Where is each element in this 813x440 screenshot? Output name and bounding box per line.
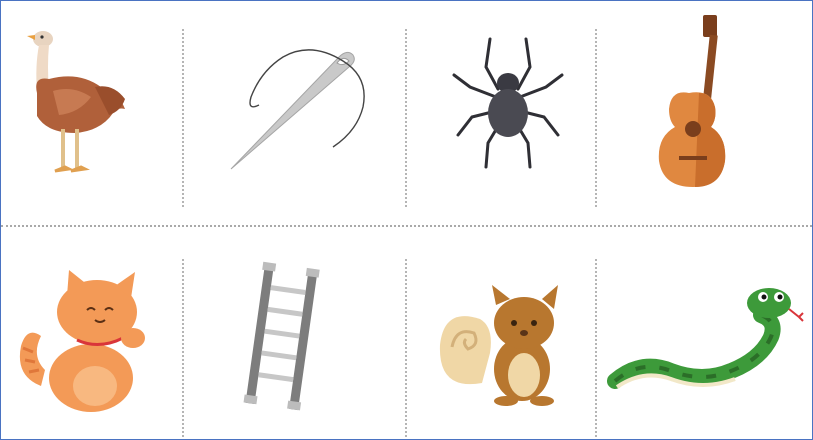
vertical-cut-line — [405, 259, 407, 437]
vertical-cut-line — [595, 259, 597, 437]
spider-icon — [446, 31, 571, 176]
vertical-cut-line — [182, 259, 184, 437]
squirrel-icon — [434, 283, 569, 408]
picture-card-spider — [446, 31, 571, 176]
vertical-cut-line — [595, 29, 597, 207]
picture-card-squirrel — [434, 283, 569, 408]
picture-card-cat — [11, 266, 151, 416]
guitar-icon — [649, 11, 739, 191]
ostrich-icon — [9, 21, 134, 186]
cat-icon — [11, 266, 151, 416]
snake-icon — [611, 281, 806, 406]
horizontal-cut-line — [1, 225, 812, 227]
needle-and-thread-icon — [221, 37, 371, 177]
picture-card-needle — [221, 37, 371, 177]
picture-card-ladder — [231, 263, 331, 411]
vertical-cut-line — [182, 29, 184, 207]
ladder-icon — [231, 263, 331, 411]
picture-card-ostrich — [9, 21, 134, 186]
picture-card-guitar — [649, 11, 739, 191]
vertical-cut-line — [405, 29, 407, 207]
picture-card-snake — [611, 281, 806, 406]
